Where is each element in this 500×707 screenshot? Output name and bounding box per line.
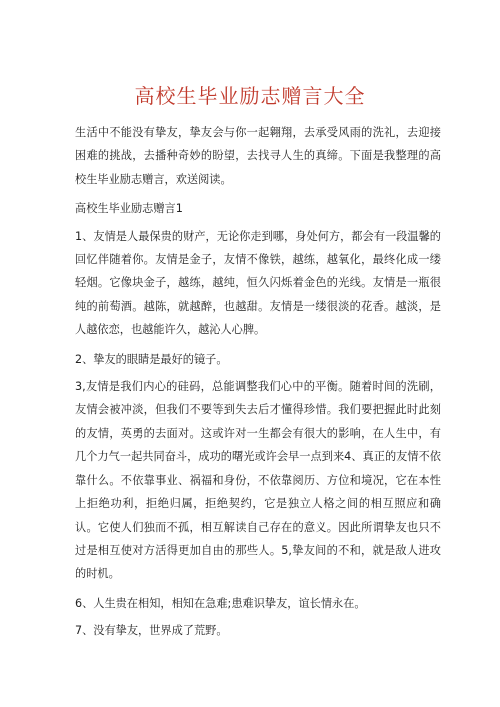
quote-paragraph-3: 3,友情是我们内心的硅码，总能调整我们心中的平衡。随着时间的洗刷，友情会被冲淡，但我们不要等到失去后才懂得珍惜。我们要把握此时此刻的友情，英勇的去面对。这或许对一生都会有很大的影响，在人生中，有几个力气一起共同奋斗，成功的曙光或许会早一点到来4、真正的友情不依靠什么。不依靠事业、祸福和身份，不依靠阅历、方位和境况，它在本性上拒绝功利，拒绝归属，拒绝契约，它是独立人格之间的相互照应和确认。它使人们独而不孤，相互解读自己存在的意义。因此所谓挚友也只不过是相互使对方活得更加自由的那些人。5,挚友间的不和，就是敌人进攻的时机。 (75, 380, 441, 581)
section-heading: 高校生毕业励志赠言1 (75, 202, 183, 216)
document-body (75, 121, 441, 647)
quote-paragraph-2: 2、挚友的眼睛是最好的镜子。 (75, 352, 228, 366)
intro-paragraph: 生活中不能没有挚友，挚友会与你一起翱翔，去承受风雨的洗礼，去迎接困难的挑战，去播种奇妙的盼望，去找寻人生的真缔。下面是我整理的高校生毕业励志赠言，欢送阅读。 (75, 126, 441, 186)
document-title: 高校生毕业励志赠言大全 (134, 84, 366, 108)
quote-paragraph-7: 7、没有挚友，世界成了荒野。 (75, 624, 228, 638)
quote-paragraph-6: 6、人生贵在相知，相知在急难;患难识挚友，谊长情永在。 (75, 596, 366, 610)
quote-paragraph-1: 1、友情是人最保贵的财产，无论你走到哪，身处何方，都会有一段温馨的回忆伴随着你。友情是金子，友情不像铁，越练，越氧化，最终化成一缕轻烟。它像块金子，越练，越纯，恒久闪烁着金色的光线。友情是一瓶很纯的前萄酒。越陈，就越醉，也越甜。友情是一缕很淡的花香。越淡，是人越依恋，也越能许久，越沁人心脾。 (75, 229, 441, 337)
